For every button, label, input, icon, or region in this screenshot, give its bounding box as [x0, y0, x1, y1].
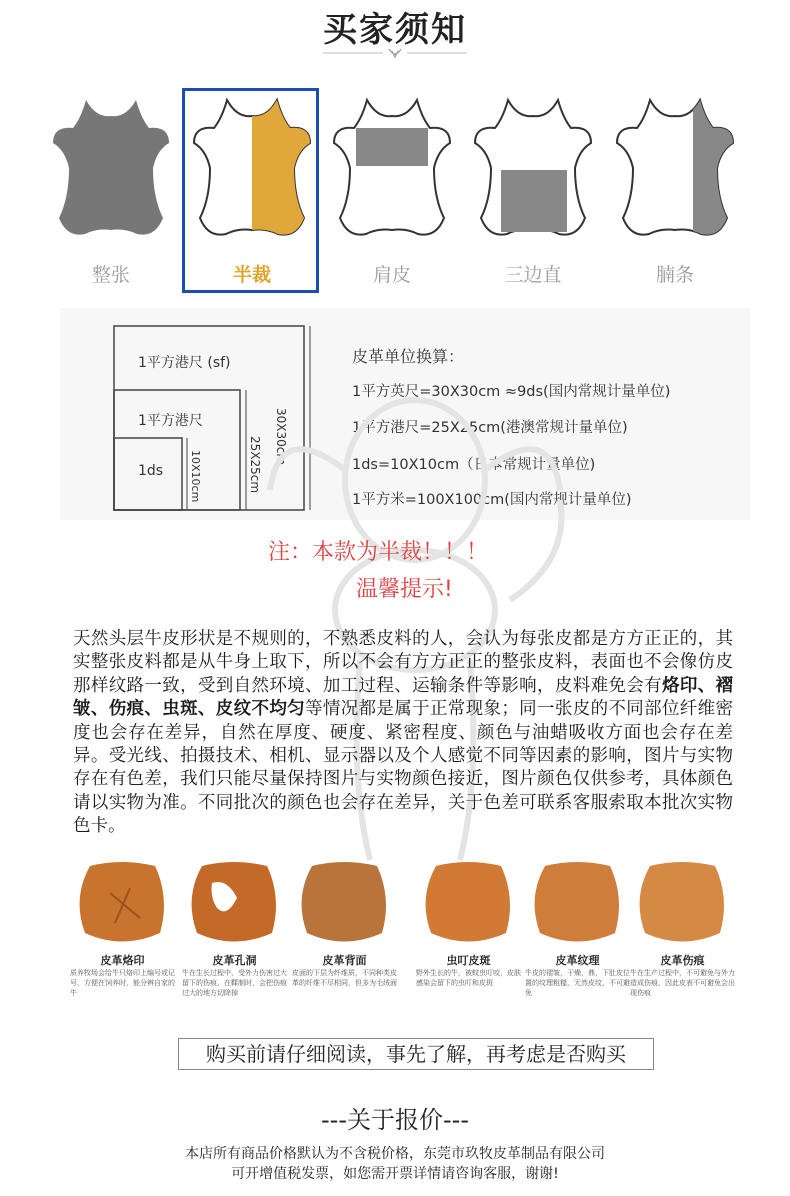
purchase-notice-box: 购买前请仔细阅读，事先了解，再考虑是否购买	[178, 1038, 654, 1070]
leather-sample-row	[70, 858, 735, 998]
hide-label-whole: 整张	[91, 264, 130, 286]
unit-line: 1平方英尺=30X30cm ≈9ds(国内常规计量单位)	[352, 384, 671, 400]
hide-label-three-straight: 三边直	[504, 264, 562, 286]
shoulder-hide-icon	[322, 88, 462, 248]
leather-swatch-icon	[630, 858, 735, 948]
leather-sample-desc: 皮面的下层为纤维质，不同种类皮革的纤维不尽相同，但多为毛绒面	[292, 969, 397, 987]
leather-sample	[182, 858, 287, 997]
paragraph-text: 等情况都是属于正常现象；同一张皮的不同部位纤维密度也会存在差异，自然在厚度、硬度、紧密程度、颜色与油蜡吸收方面也会存在差异。受光线、拍摄技术、相机、显示器以及个人感觉不同等因素的影响，图片与实物存在有色差，我们只能尽量保持图片与实物颜色接近，图片颜色仅供参考，具体颜色请以实物为准。不同批次的颜色也会存在差异，关于色差可联系客服索取本批次实物色卡。	[73, 699, 733, 837]
hide-type-row	[0, 88, 790, 298]
unit-line: 1平方米=100X100cm(国内常规计量单位)	[352, 492, 632, 508]
leather-sample-desc: 野外生长的牛，被蚊虫叮咬，皮肤感染会留下的虫叮和皮斑	[416, 969, 521, 987]
leather-sample-name: 虫叮皮斑	[446, 954, 491, 967]
price-line-1: 本店所有商品价格默认为不含税价格，东莞市玖牧皮革制品有限公司	[185, 1146, 605, 1162]
leather-sample-name: 皮革烙印	[100, 954, 145, 967]
box-label-hk: 1平方港尺	[138, 413, 203, 429]
half-cut-note: 注：本款为半裁！！！	[268, 540, 489, 565]
leather-swatch-icon	[525, 858, 630, 948]
dim-label-10: 10X10cm	[189, 450, 202, 503]
hide-type-whole	[41, 88, 181, 293]
unit-line: 1平方港尺=25X25cm(港澳常规计量单位)	[352, 420, 628, 436]
leather-sample	[416, 858, 521, 987]
leather-sample-desc: 质养牧场会给牛只烙印上编号或记号，方便在饲养时，能分辨自家的牛	[70, 969, 175, 997]
dim-label-25: 25X25cm	[248, 436, 262, 494]
paragraph-text: 天然头层牛皮形状是不规则的，不熟悉皮料的人，会认为每张皮都是方方正正的，其实整张皮料都是从牛身上取下，所以不会有方方正正的整张皮料，表面也不会像仿皮那样纹路一致，受到自然环境、加工过程、运输条件等影响，皮料难免会有	[73, 629, 733, 696]
leather-sample-name: 皮革伤痕	[660, 954, 705, 967]
unit-title: 皮革单位换算：	[352, 347, 465, 366]
price-section-title: ---关于报价---	[321, 1106, 469, 1134]
leather-sample-desc: 牛在生长过程中，受外力伤害过大留下的伤痕，在鞣制时，会把伤痕过大的地方切除掉	[182, 969, 287, 997]
paragraph-bold-text: 烙印、褶皱、伤痕、虫斑、皮纹不均匀	[73, 675, 734, 720]
hide-label-belly-strip: 腩条	[655, 264, 694, 286]
unit-line: 1ds=10X10cm（日本常规计量单位)	[352, 457, 596, 473]
leather-sample-name: 皮革纹理	[555, 954, 600, 967]
selected-hide-frame	[182, 88, 319, 293]
leather-sample	[70, 858, 175, 997]
box-label-ds: 1ds	[138, 463, 164, 479]
leather-sample	[630, 858, 735, 997]
leather-sample	[525, 858, 630, 997]
leather-sample-name: 皮革孔洞	[212, 954, 257, 967]
reminder-note: 温馨提示!	[356, 577, 453, 602]
leather-swatch-icon	[292, 858, 397, 948]
leather-swatch-icon	[416, 858, 521, 948]
leather-sample-desc: 牛皮的褶皱，干燥，鼎，下肚皮位置的纹理粗糙，无然皮纹，不可避免	[525, 969, 630, 997]
hide-type-three-straight	[463, 88, 603, 293]
hide-type-belly-strip	[605, 88, 745, 293]
page-title: 买家须知	[323, 10, 467, 50]
whole-hide-icon	[41, 88, 181, 248]
dim-label-30: 30X30cm	[274, 408, 288, 466]
belly-strip-hide-icon	[605, 88, 745, 248]
leather-notice-paragraph	[73, 628, 733, 839]
leather-sample-desc: 牛在生产过程中，不可避免与外力造成伤痕，因此皮表不可避免会出现伤痕	[630, 969, 735, 997]
hide-label-half: 半裁	[232, 264, 271, 286]
box-label-sf: 1平方港尺 (sf)	[138, 355, 231, 371]
leather-sample-name: 皮革背面	[322, 954, 367, 967]
three-straight-hide-icon	[463, 88, 603, 248]
leather-swatch-icon	[182, 858, 287, 948]
leather-sample	[292, 858, 397, 987]
price-line-2: 可开增值税发票，如您需开票详情请咨询客服，谢谢!	[231, 1166, 559, 1182]
hide-type-shoulder	[322, 88, 462, 293]
hide-label-shoulder: 肩皮	[372, 264, 411, 286]
leather-swatch-icon	[70, 858, 175, 948]
title-divider-ornament	[323, 47, 467, 59]
